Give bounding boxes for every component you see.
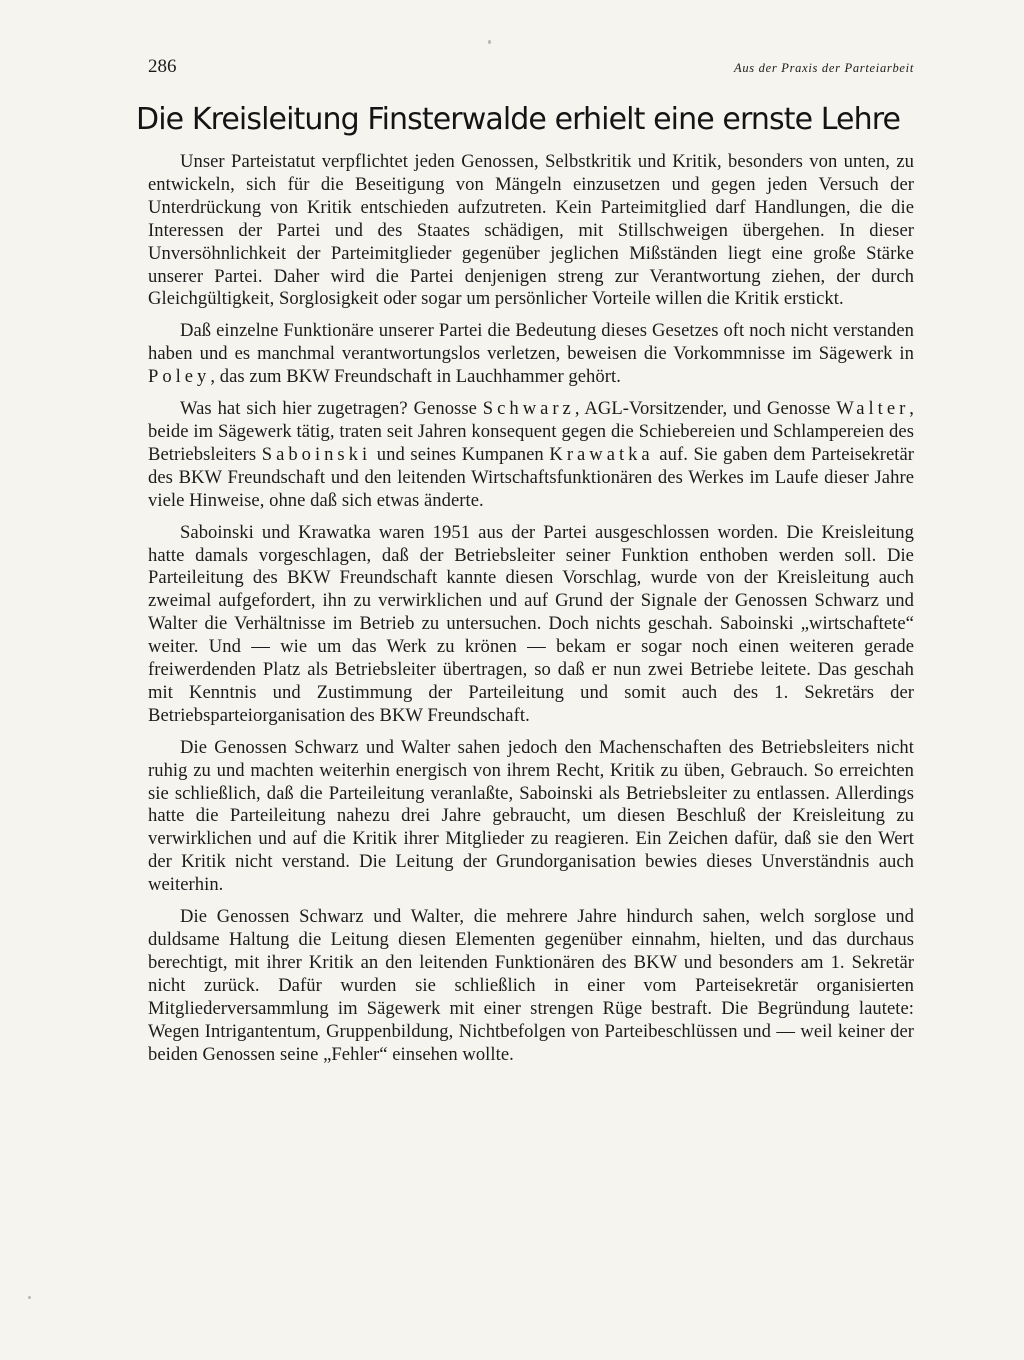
paragraph-text: Was hat sich hier zugetragen? Genosse <box>180 398 483 420</box>
paragraph-text: und seines Kumpanen <box>371 443 550 465</box>
paragraph-sawmill-poley <box>148 320 914 389</box>
paragraph-party-statute: Unser Parteistatut verpflichtet jeden Genossen, Selbstkritik und Kritik, besonders von unten, zu entwickeln, sich für die Beseitigung von Mängeln einzusetzen und gegen jeden Versuch der Unterdrückung von Kritik entschieden aufzutreten. Kein Parteimitglied darf Handlungen, die die Interessen der Partei und des Staates schädigen, mit Stillschweigen übergehen. In dieser Unversöhnlichkeit der Parteimitglieder gegenüber jeglichen Mißständen liegt eine große Stärke unserer Partei. Daher wird die Partei denjenigen streng zur Verantwortung ziehen, der durch Gleichgültigkeit, Sorglosigkeit oder sogar um persönlicher Vorteile willen die Kritik erstickt. <box>148 151 914 310</box>
paragraph-expulsion-1951: Saboinski und Krawatka waren 1951 aus der Partei ausgeschlossen worden. Die Kreisleitung hatte damals vorgeschlagen, daß der Betriebsleiter seiner Funktion enthoben werden soll. Die Parteileitung des BKW Freundschaft kannte diesen Vorschlag, wurde von der Kreisleitung auch zweimal aufgefordert, ihn zu verwirklichen und auf Grund der Signale der Genossen Schwarz und Walter die Verhältnisse im Betrieb zu untersuchen. Doch nichts geschah. Saboinski „wirtschaftete“ weiter. Und — wie um das Werk zu krönen — bekam er sogar noch einen weiteren gerade freiwerdenden Platz als Betriebsleiter übertragen, so daß er nun zwei Betriebe leitete. Das geschah mit Kenntnis und Zustimmung der Parteileitung und somit auch des 1. Sekretärs der Betriebsparteiorganisation des BKW Freundschaft. <box>148 521 914 726</box>
spaced-name-schwarz: Schwarz <box>482 398 575 420</box>
scan-speck <box>488 40 491 44</box>
spaced-name-poley: Poley <box>148 366 211 388</box>
paragraph-continued-criticism: Die Genossen Schwarz und Walter sahen jedoch den Machenschaften des Betriebsleiters nicht ruhig zu und machten weiterhin energisch von ihrem Recht, Kritik zu üben, Gebrauch. So erreichten sie schließlich, daß die Parteileitung veranlaßte, Saboinski als Betriebsleiter zu entlassen. Allerdings hatte die Parteileitung nahezu drei Jahre gebraucht, um diesen Beschluß der Kreisleitung zu verwirklichen und auf die Kritik ihrer Mitglieder zu reagieren. Ein Zeichen dafür, daß sie den Wert der Kritik nicht verstand. Die Leitung der Grundorganisation bewies dieses Unverständnis auch weiterhin. <box>148 736 914 896</box>
scan-speck <box>28 1296 31 1299</box>
article-title: Die Kreisleitung Finsterwalde erhielt eine ernste Lehre <box>136 102 901 137</box>
paragraph-text: Daß einzelne Funktionäre unserer Partei die Bedeutung dieses Gesetzes oft noch nicht verstanden haben und es manchmal verantwortungslos verletzen, beweisen die Vorkommnisse im Sägewerk in <box>148 320 914 365</box>
running-head <box>148 56 914 96</box>
spaced-name-walter: Walter <box>836 398 910 420</box>
spaced-name-krawatka: Krawatka <box>549 443 654 465</box>
paragraph-reprimand: Die Genossen Schwarz und Walter, die mehrere Jahre hindurch sahen, welch sorglose und duldsame Haltung die Leitung diesen Elementen gegenüber einnahm, hielten, und das durchaus berechtigt, mit ihrer Kritik an den leitenden Funktionären des BKW und besonders am 1. Sekretär nicht zurück. Dafür wurden sie schließlich in einer vom Parteisekretär organisierten Mitgliederversammlung im Sägewerk mit einer strengen Rüge bestraft. Die Begründung lautete: Wegen Intrigantentum, Gruppenbildung, Nichtbefolgen von Parteibeschlüssen und — weil keiner der beiden Genossen seine „Fehler“ einsehen wollte. <box>148 906 914 1065</box>
page-number: 286 <box>148 56 177 77</box>
paragraph-text: , beide im Sägewerk tätig, traten seit Jahren konsequent gegen die Schiebereien und Schlampereien des Betriebsleiters <box>148 398 914 465</box>
spaced-name-saboinski: Saboinski <box>261 443 372 465</box>
paragraph-text: , AGL-Vorsitzender, und Genosse <box>574 398 837 420</box>
running-title: Aus der Praxis der Parteiarbeit <box>733 61 914 75</box>
book-page <box>136 56 915 1075</box>
paragraph-text: , das zum BKW Freundschaft in Lauchhammer gehört. <box>210 366 621 388</box>
paragraph-what-happened <box>148 398 914 513</box>
paragraph-text: auf. Sie gaben dem Parteisekretär des BKW Freundschaft und den leitenden Wirtschaftsfunktionären des Werkes im Laufe dieser Jahre viele Hinweise, ohne daß sich etwas änderte. <box>148 443 915 511</box>
